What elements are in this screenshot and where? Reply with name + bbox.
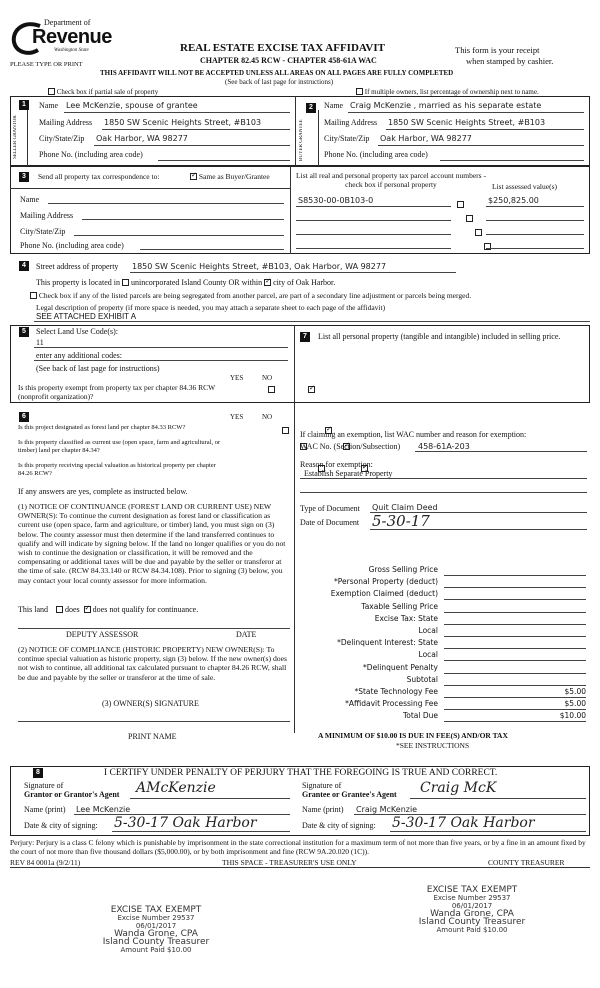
fee-label: Taxable Selling Price: [361, 601, 438, 611]
fee-label: Excise Tax: State: [374, 613, 438, 623]
deputy-assessor-label: DEPUTY ASSESSOR: [66, 630, 139, 639]
exempt-question: Is this property exempt from property tax per chapter 84.36 RCW (nonprofit organization)?: [18, 383, 216, 401]
reason-label: Reason for exemption:: [300, 460, 373, 469]
fee-label: *Affidavit Processing Fee: [345, 699, 438, 709]
personal-property-checkbox-1[interactable]: [457, 201, 464, 208]
stamp-right-line4: Wanda Grone, CPA: [430, 909, 514, 919]
corr-city-label: City/State/Zip: [20, 227, 66, 236]
historical-question: Is this property receiving special valuation as historical property per chapter 84.26 RCW?: [18, 462, 216, 477]
same-as-buyer[interactable]: [190, 172, 270, 181]
section-5-number: 5: [19, 327, 29, 337]
stamp-right-line5: Island County Treasurer: [418, 917, 526, 927]
seller-name-label: Name: [39, 101, 59, 110]
fee-label: Subtotal: [406, 674, 438, 684]
segregated-checkbox[interactable]: [30, 292, 37, 299]
correspondence-label: Send all property tax correspondence to:: [38, 172, 160, 181]
partial-sale-label: Check box if partial sale of property: [56, 88, 159, 96]
legal-description-label: Legal description of property (if more space is needed, you may attach a separate sheet to each page of the affidavit): [36, 303, 386, 312]
segregated-note: [30, 291, 471, 300]
forest-yes-checkbox[interactable]: [282, 427, 289, 434]
seller-mail-field[interactable]: 1850 SW Scenic Heights Street, #B103: [104, 118, 262, 127]
doc-date-field[interactable]: 5-30-17: [372, 512, 430, 530]
section-1-number: 1: [19, 100, 29, 110]
stamp-right-line2: Excise Number 29537: [433, 894, 511, 902]
print-name-label: PRINT NAME: [128, 732, 177, 741]
fee-label: Gross Selling Price: [368, 565, 438, 574]
please-type: PLEASE TYPE OR PRINT: [10, 61, 83, 68]
stamp-left-line1: EXCISE TAX EXEMPT: [110, 905, 202, 915]
partial-sale-check[interactable]: [48, 88, 158, 96]
exemption-claim-label: If claiming an exemption, list WAC number and reason for exemption:: [300, 430, 527, 439]
segregated-label: Check box if any of the listed parcels are being segregated from another parcel, are part of a secondary line adjustment or parcels being merged.: [38, 291, 472, 300]
multiple-owners-label: If multiple owners, list percentage of ownership next to name.: [364, 88, 539, 96]
stamp-left-line4: Wanda Grone, CPA: [114, 929, 198, 939]
perjury-note: Perjury: Perjury is a class C felony which is punishable by imprisonment in the state correctional institution for a maximum term of not more than five years, or by a fine in an amount fixed by the court of not more than five thousand dollars ($5,000.00), or by both imprisonment and fine (RCW 9A.20.020 (1C)).: [10, 838, 586, 856]
revenue-logo: [10, 18, 120, 63]
fee-label: Local: [418, 650, 438, 660]
stamp-right-line3: 06/01/2017: [451, 902, 493, 910]
unincorporated-label: unincorporated Island County OR within: [130, 278, 263, 287]
multiple-owners-checkbox[interactable]: [356, 88, 363, 95]
fee-label: *State Technology Fee: [354, 687, 438, 696]
minimum-note: A MINIMUM OF $10.00 IS DUE IN FEE(S) AND/OR TAX: [318, 731, 508, 740]
seller-city-label: City/State/Zip: [39, 134, 85, 143]
personal-property-checkbox-2[interactable]: [466, 215, 473, 222]
deputy-date-label: DATE: [236, 630, 257, 639]
this-land-label: This land: [18, 605, 48, 614]
certify-statement: I CERTIFY UNDER PENALTY OF PERJURY THAT THE FOREGOING IS TRUE AND CORRECT.: [104, 768, 498, 778]
land-use-code[interactable]: 11: [36, 338, 44, 347]
stamp-right-line1: EXCISE TAX EXEMPT: [426, 885, 518, 895]
section-3-number: 3: [19, 172, 29, 182]
section-6-number: 6: [19, 412, 29, 422]
county-treasurer-label: COUNTY TREASURER: [488, 858, 565, 867]
corr-mail-label: Mailing Address: [20, 211, 74, 220]
form-title: REAL ESTATE EXCISE TAX AFFIDAVIT: [180, 42, 385, 54]
dept-state: Washington State: [54, 48, 89, 53]
buyer-phone-label: Phone No. (including area code): [324, 150, 428, 159]
seller-phone-label: Phone No. (including area code): [39, 150, 143, 159]
fee-label: *Delinquent Interest: State: [337, 638, 438, 648]
city-label: city of Oak Harbor.: [273, 278, 336, 287]
section-7-number: 7: [300, 332, 310, 342]
exempt-stamp-right: [404, 886, 540, 934]
form-subtitle: CHAPTER 82.45 RCW - CHAPTER 458-61A WAC: [200, 56, 377, 65]
exempt-stamp-left: [96, 906, 216, 954]
buyer-grantee-label: BUYER GRANTEE: [299, 119, 304, 161]
grantee-signature[interactable]: Craig McK: [420, 780, 497, 796]
grantee-name-label: Name (print): [302, 805, 344, 814]
does-checkbox[interactable]: [56, 606, 63, 613]
exempt-no-checkbox[interactable]: [308, 386, 315, 393]
if-yes-note: If any answers are yes, complete as instructed below.: [18, 487, 188, 496]
continuance-statement: [18, 605, 198, 614]
stamp-left-line2: Excise Number 29537: [117, 914, 195, 922]
exempt-yes-checkbox[interactable]: [268, 386, 275, 393]
stamp-right-line6: Amount Paid $10.00: [436, 926, 508, 934]
treasurer-space-label: THIS SPACE - TREASURER'S USE ONLY: [222, 858, 357, 867]
buyer-name-label: Name: [324, 101, 344, 110]
buyer-mail-label: Mailing Address: [324, 118, 378, 127]
sec6-no-header: NO: [262, 413, 273, 421]
fee-label: Exemption Claimed (deduct): [330, 589, 438, 599]
street-address-field[interactable]: 1850 SW Scenic Heights Street, #B103, Oak Harbor, WA 98277: [132, 262, 387, 271]
fee-value[interactable]: $5.00: [564, 687, 586, 696]
multiple-owners-note: [356, 88, 539, 96]
seller-grantor-label: SELLER GRANTOR: [13, 115, 18, 159]
fee-label: *Personal Property (deduct): [334, 577, 438, 587]
grantor-name-label: Name (print): [24, 805, 66, 814]
section-8-number: 8: [33, 768, 43, 778]
additional-codes-label: enter any additional codes:: [36, 351, 122, 360]
buyer-city-label: City/State/Zip: [324, 134, 370, 143]
grantor-date-field[interactable]: 5-30-17 Oak Harbor: [114, 815, 257, 831]
doc-date-label: Date of Document: [300, 518, 360, 527]
stamp-left-line5: Island County Treasurer: [102, 937, 210, 947]
does-not-label: does not: [92, 605, 120, 614]
assessed-header: List assessed value(s): [492, 182, 557, 191]
grantee-signature-label: Signature of: [302, 781, 342, 790]
stamp-left-line3: 06/01/2017: [135, 922, 177, 930]
see-back-label: (See back of last page for instructions): [36, 364, 160, 373]
section-2-number: 2: [306, 103, 316, 113]
see-instructions-note: *SEE INSTRUCTIONS: [396, 741, 470, 750]
grantor-agent-label: Grantor or Grantor's Agent: [24, 790, 120, 799]
grantor-signature-label: Signature of: [24, 781, 64, 790]
current-use-question: Is this property classified as current use (open space, farm and agricultural, or timber) land per chapter 84.34?: [18, 439, 221, 454]
corr-phone-label: Phone No. (including area code): [20, 241, 124, 250]
grantee-date-field[interactable]: 5-30-17 Oak Harbor: [392, 815, 535, 831]
fee-value[interactable]: $5.00: [564, 699, 586, 709]
warning-text: THIS AFFIDAVIT WILL NOT BE ACCEPTED UNLESS ALL AREAS ON ALL PAGES ARE FULLY COMPLETED: [100, 69, 454, 77]
wac-label: WAC No. (Section/Subsection): [300, 442, 401, 451]
reason-field[interactable]: Establish Separate Property: [304, 469, 393, 478]
buyer-city-field[interactable]: Oak Harbor, WA 98277: [380, 134, 472, 143]
located-label: This property is located in: [36, 278, 120, 287]
forest-question: Is this project designated as forest land per chapter 84.33 RCW?: [18, 424, 186, 431]
receipt-note: This form is your receipt: [455, 45, 540, 55]
instructions-note: (See back of last page for instructions): [225, 78, 334, 86]
buyer-mail-field[interactable]: 1850 SW Scenic Heights Street, #B103: [388, 118, 546, 127]
parcel-number-field[interactable]: S8530-00-0B103-0: [298, 196, 374, 205]
dept-brand: Revenue: [32, 26, 112, 48]
grantee-date-label: Date & city of signing:: [302, 821, 376, 830]
stamp-left-line6: Amount Paid $10.00: [120, 946, 192, 954]
receipt-note-2: when stamped by cashier.: [466, 56, 554, 66]
sec5-yes-header: YES: [230, 374, 244, 382]
dept-top: Department of: [44, 18, 91, 27]
partial-sale-checkbox[interactable]: [48, 88, 55, 95]
doc-type-field[interactable]: Quit Claim Deed: [372, 503, 438, 512]
personal-property-label: List all personal property (tangible and intangible) included in selling price.: [318, 332, 561, 341]
qualify-label: qualify for continuance.: [121, 605, 199, 614]
fee-label: Local: [418, 626, 438, 635]
doc-type-label: Type of Document: [300, 504, 360, 513]
seller-city-field[interactable]: Oak Harbor, WA 98277: [96, 134, 188, 143]
land-use-label: Select Land Use Code(s):: [36, 327, 118, 336]
parcel-header: List all real and personal property tax parcel account numbers - check box if personal property: [296, 171, 486, 189]
does-label: does: [65, 605, 80, 614]
located-in: [36, 278, 335, 287]
sec5-no-header: NO: [262, 374, 273, 382]
grantor-date-label: Date & city of signing:: [24, 821, 98, 830]
grantee-name-field[interactable]: Craig McKenzie: [356, 805, 418, 814]
city-checkbox[interactable]: [264, 279, 271, 286]
same-as-buyer-checkbox[interactable]: [190, 173, 197, 180]
owner-signature-label: (3) OWNER(S) SIGNATURE: [102, 699, 199, 708]
fee-label: Total Due: [402, 711, 438, 721]
seller-mail-label: Mailing Address: [39, 118, 93, 127]
grantee-agent-label: Grantee or Grantee's Agent: [302, 790, 397, 799]
buyer-name-field[interactable]: Craig McKenzie , married as his separate estate: [350, 101, 542, 110]
grantor-signature[interactable]: AMcKenzie: [136, 780, 216, 796]
grantor-name-field[interactable]: Lee McKenzie: [76, 805, 131, 814]
corr-name-label: Name: [20, 195, 40, 204]
unincorporated-checkbox[interactable]: [122, 279, 129, 286]
same-as-buyer-label: Same as Buyer/Grantee: [198, 172, 270, 181]
seller-name-field[interactable]: Lee McKenzie, spouse of grantee: [66, 101, 198, 110]
notice-continuance: (1) NOTICE OF CONTINUANCE (FOREST LAND OR CURRENT USE) NEW OWNER(S): To continue the current designation as forest land or classification as current use (open space, farm and agriculture, or timber) land, you must sign on (3) below. The county assessor must then determine if the land transferred continues to qualify and will indicate by signing below. If the land no longer qualifies or you do not wish to continue the designation or classification, it will be removed and the compensating or additional taxes will be due and payable by the seller or transferor at the time of sale. (RCW 84.33.140 or RCW 84.34.108). Prior to signing (3) below, you may contact your local county assessor for more information.: [18, 502, 286, 585]
notice-compliance: (2) NOTICE OF COMPLIANCE (HISTORIC PROPERTY) NEW OWNER(S): To continue special valuation as historic property, sign (3) below. If the new owner(s) does not wish to continue, all additional tax calculated pursuant to chapter 84.26 RCW, shall be due and payable by the seller or transferor at the time of sale.: [18, 645, 288, 682]
wac-field[interactable]: 458-61A-203: [418, 442, 470, 451]
fee-value[interactable]: $10.00: [559, 711, 586, 721]
rev-number: REV 84 0001a (9/2/11): [10, 858, 81, 867]
fee-label: *Delinquent Penalty: [363, 662, 438, 672]
street-label: Street address of property: [36, 262, 119, 271]
sec6-yes-header: YES: [230, 413, 244, 421]
personal-property-checkbox-3[interactable]: [475, 229, 482, 236]
legal-description-field[interactable]: SEE ATTACHED EXHIBIT A: [36, 312, 137, 321]
section-4-number: 4: [19, 261, 29, 271]
does-not-checkbox[interactable]: [84, 606, 91, 613]
assessed-value-field[interactable]: $250,825.00: [488, 196, 539, 205]
